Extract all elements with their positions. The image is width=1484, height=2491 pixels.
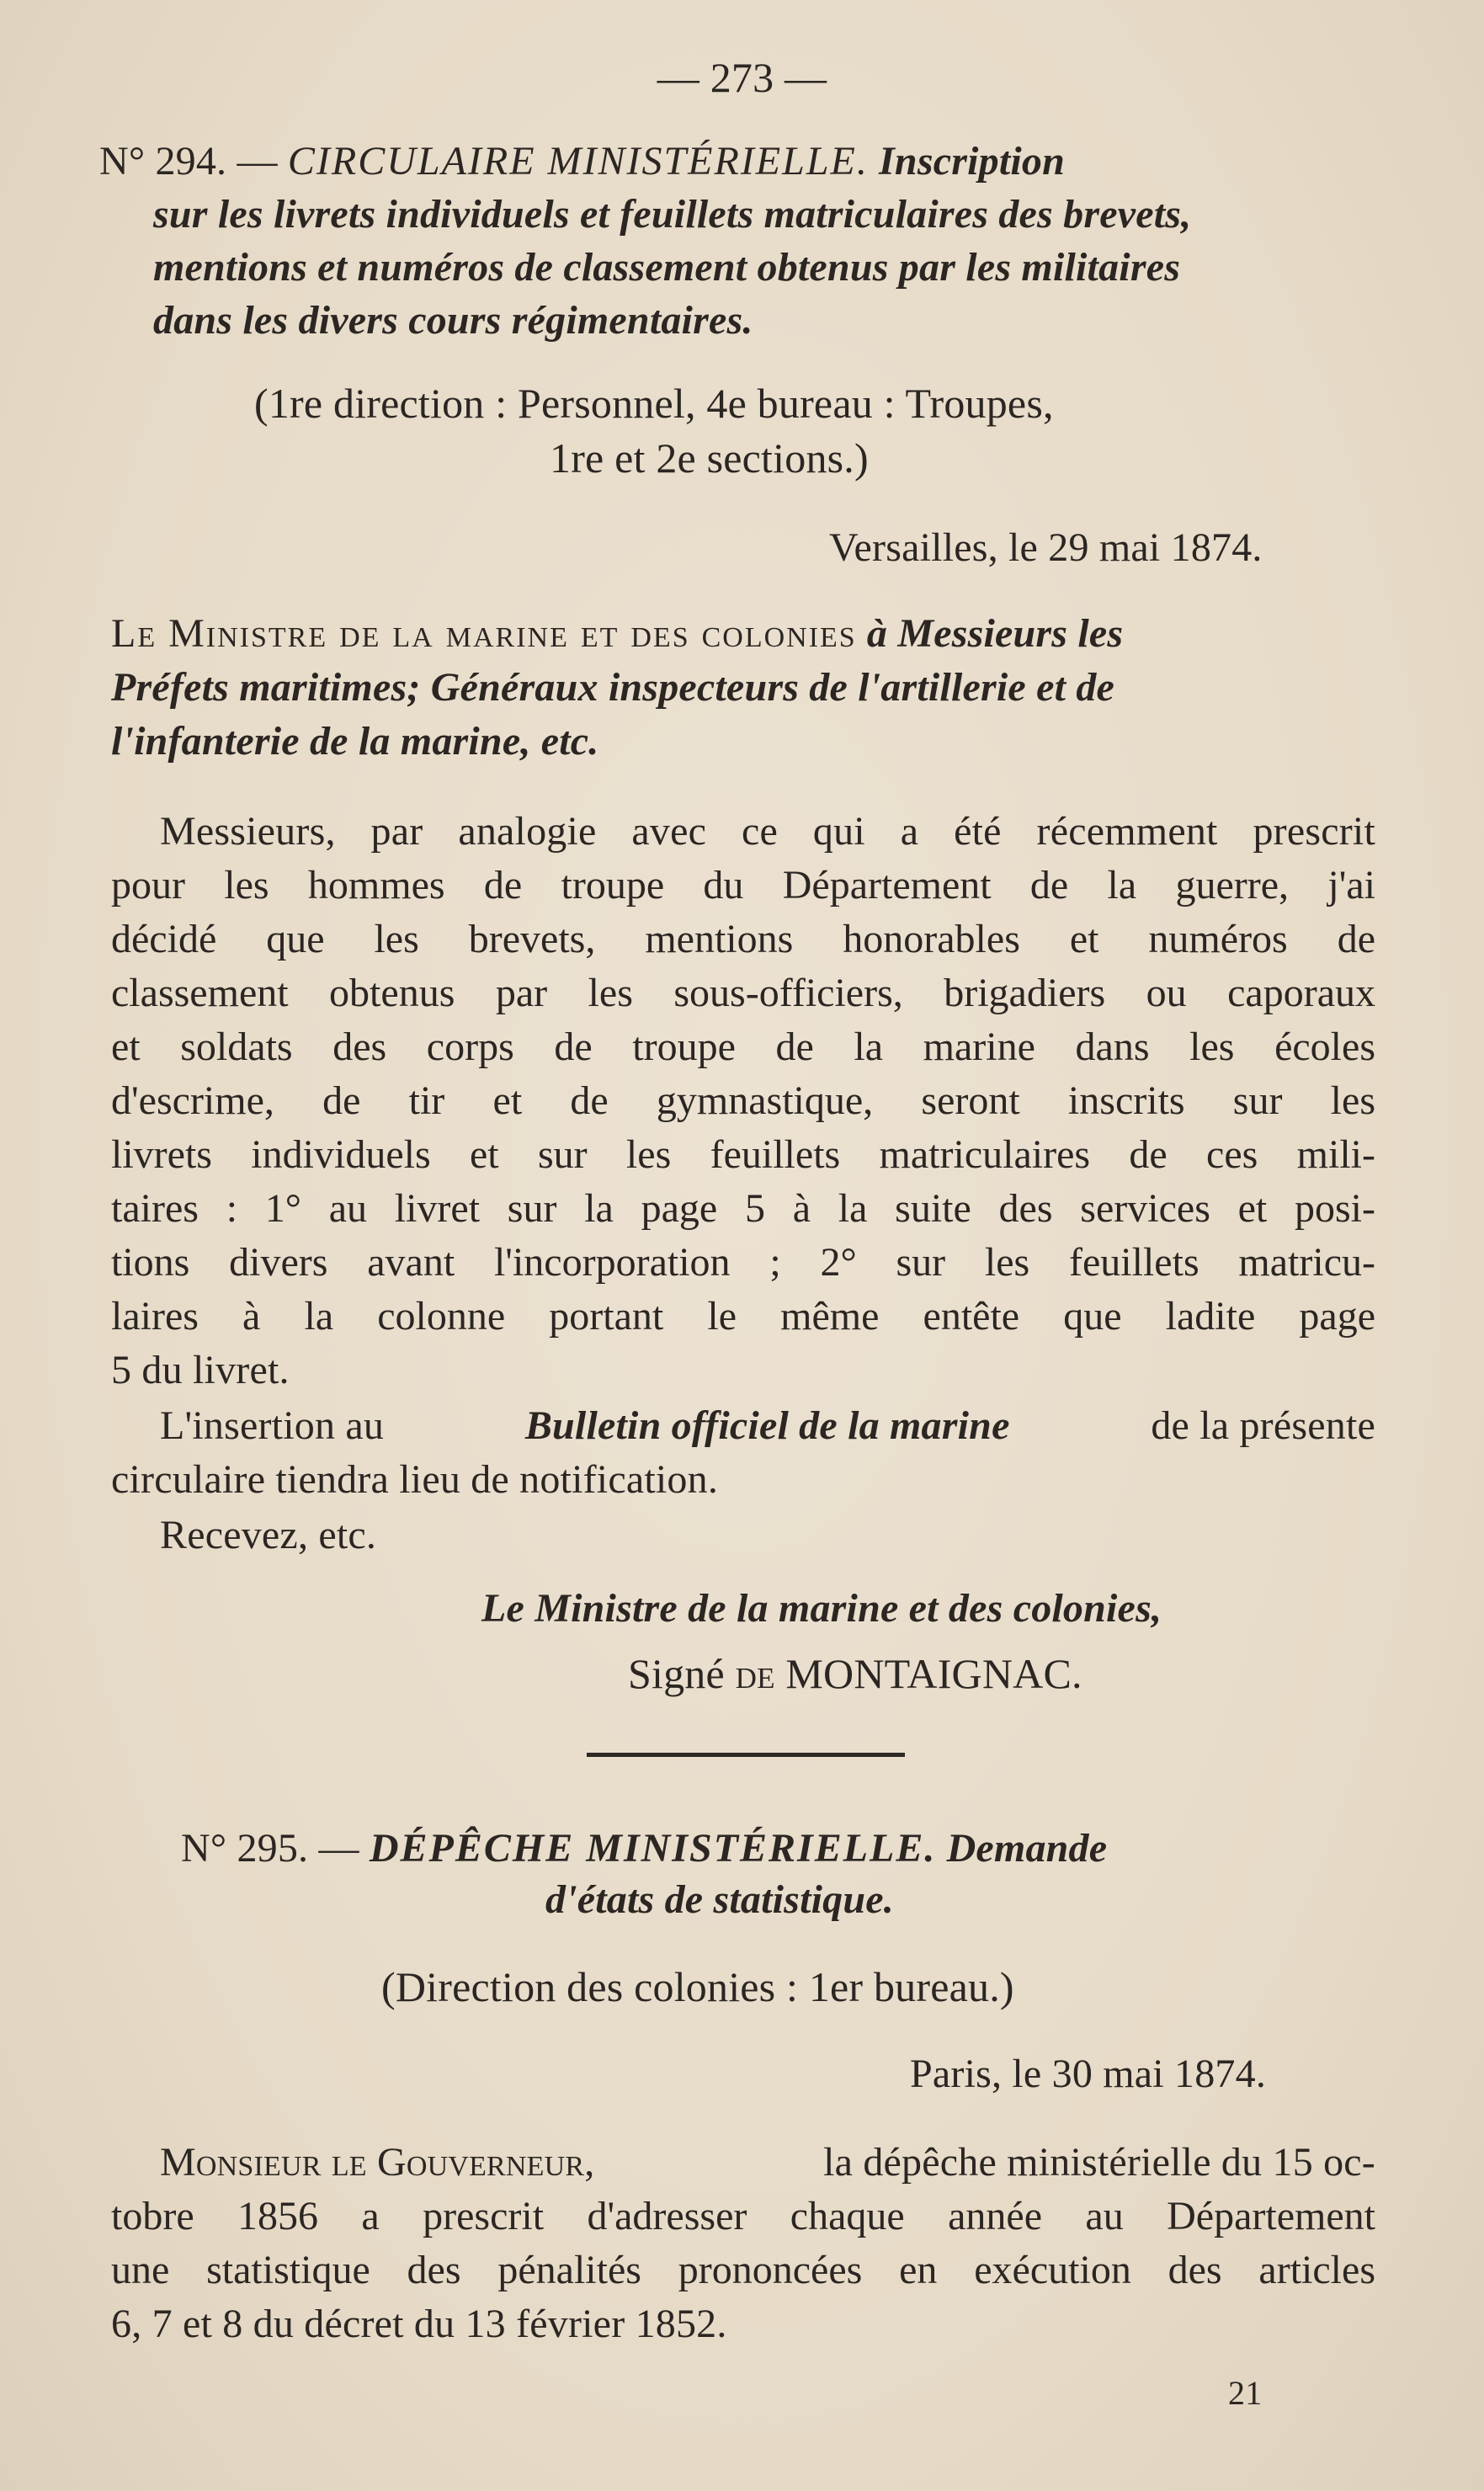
doc-294-insertion-post: de la présente <box>1151 1403 1375 1448</box>
doc-294-closing: Recevez, etc. <box>160 1513 377 1557</box>
signature-de: de <box>735 1650 775 1697</box>
doc-295-body-line-4: 6, 7 et 8 du décret du 13 février 1852. <box>111 2302 727 2346</box>
doc-294-body-line-9: tions divers avant l'incorporation ; 2° sur les feuillets matricu- <box>111 1240 1375 1285</box>
doc-294-insertion-line-2: circulaire tiendra lieu de notification. <box>111 1457 719 1502</box>
signature-name: MONTAIGNAC. <box>785 1650 1082 1697</box>
doc-294-body-line-3: décidé que les brevets, mentions honorables et numéros de <box>111 917 1375 961</box>
doc-294-body-line-10: laires à la colonne portant le même entête que ladite page <box>111 1294 1375 1339</box>
doc-294-subject-1: Inscription <box>879 139 1065 184</box>
page-number-header: — 273 — <box>657 54 827 101</box>
doc-294-body-line-8: taires : 1° au livret sur la page 5 à la suite des services et posi- <box>111 1186 1375 1231</box>
doc-294-subject-3: mentions et numéros de classement obtenus par les militaires <box>153 245 1181 290</box>
doc-294-kind: CIRCULAIRE MINISTÉRIELLE. <box>287 139 869 184</box>
doc-295-subject-1: Demande <box>946 1826 1108 1871</box>
doc-294-heading <box>99 136 1065 187</box>
doc-295-heading <box>181 1823 1107 1874</box>
doc-295-dash: — <box>318 1826 359 1871</box>
doc-294-body-line-6: d'escrime, de tir et de gymnastique, seront inscrits sur les <box>111 1078 1375 1123</box>
doc-294-dash: — <box>237 139 278 184</box>
doc-295-opening: Monsieur le Gouverneur, <box>160 2140 595 2185</box>
doc-294-subject-4: dans les divers cours régimentaires. <box>153 298 753 343</box>
doc-295-body-line-1-text: la dépêche ministérielle du 15 oc- <box>823 2140 1375 2185</box>
doc-295-body-line-2: tobre 1856 a prescrit d'adresser chaque année au Département <box>111 2194 1375 2238</box>
doc-294-direction-2: 1re et 2e sections.) <box>550 434 869 482</box>
doc-294-body-line-5: et soldats des corps de troupe de la marine dans les écoles <box>111 1025 1375 1069</box>
doc-294-number: N° 294. <box>99 139 227 184</box>
doc-295-subject-2: d'états de statistique. <box>545 1877 894 1922</box>
doc-294-direction-1: (1re direction : Personnel, 4e bureau : Troupes, <box>254 380 1054 427</box>
doc-294-recipients-2: Préfets maritimes; Généraux inspecteurs de l'artillerie et de <box>111 665 1115 710</box>
doc-294-sender: Le Ministre de la marine et des colonies <box>111 611 857 656</box>
doc-294-bulletin-title: Bulletin officiel de la marine <box>524 1403 1010 1448</box>
doc-294-recipients-1: à Messieurs les <box>866 611 1124 656</box>
doc-294-insertion-line-1 <box>160 1401 1375 1451</box>
doc-294-body-line-7: livrets individuels et sur les feuillets matriculaires de ces mili- <box>111 1132 1375 1177</box>
doc-294-address-line-1 <box>111 609 1123 659</box>
doc-294-signature <box>628 1648 1082 1699</box>
signature-mark: 21 <box>1228 2374 1263 2412</box>
doc-295-number: N° 295. <box>181 1826 309 1871</box>
signature-pre: Signé <box>628 1650 725 1697</box>
doc-294-recipients-3: l'infanterie de la marine, etc. <box>111 719 599 764</box>
section-divider <box>587 1753 905 1757</box>
doc-294-body-line-11: 5 du livret. <box>111 1348 290 1392</box>
doc-294-insertion-pre: L'insertion au <box>160 1403 385 1448</box>
doc-295-body-line-3: une statistique des pénalités prononcées en exécution des articles <box>111 2248 1375 2292</box>
doc-294-place-date: Versailles, le 29 mai 1874. <box>829 525 1263 570</box>
doc-294-body-line-2: pour les hommes de troupe du Département de la guerre, j'ai <box>111 863 1375 908</box>
doc-294-body-line-4: classement obtenus par les sous-officiers, brigadiers ou caporaux <box>111 971 1375 1015</box>
doc-294-signature-title: Le Ministre de la marine et des colonies, <box>481 1586 1162 1631</box>
doc-295-kind: DÉPÊCHE MINISTÉRIELLE. <box>369 1826 937 1871</box>
doc-294-subject-2: sur les livrets individuels et feuillets matriculaires des brevets, <box>153 192 1192 237</box>
doc-294-body-line-1: Messieurs, par analogie avec ce qui a été récemment prescrit <box>160 809 1375 854</box>
doc-295-place-date: Paris, le 30 mai 1874. <box>910 2052 1267 2096</box>
doc-295-body-line-1 <box>160 2137 1375 2188</box>
doc-295-direction: (Direction des colonies : 1er bureau.) <box>381 1963 1014 2010</box>
